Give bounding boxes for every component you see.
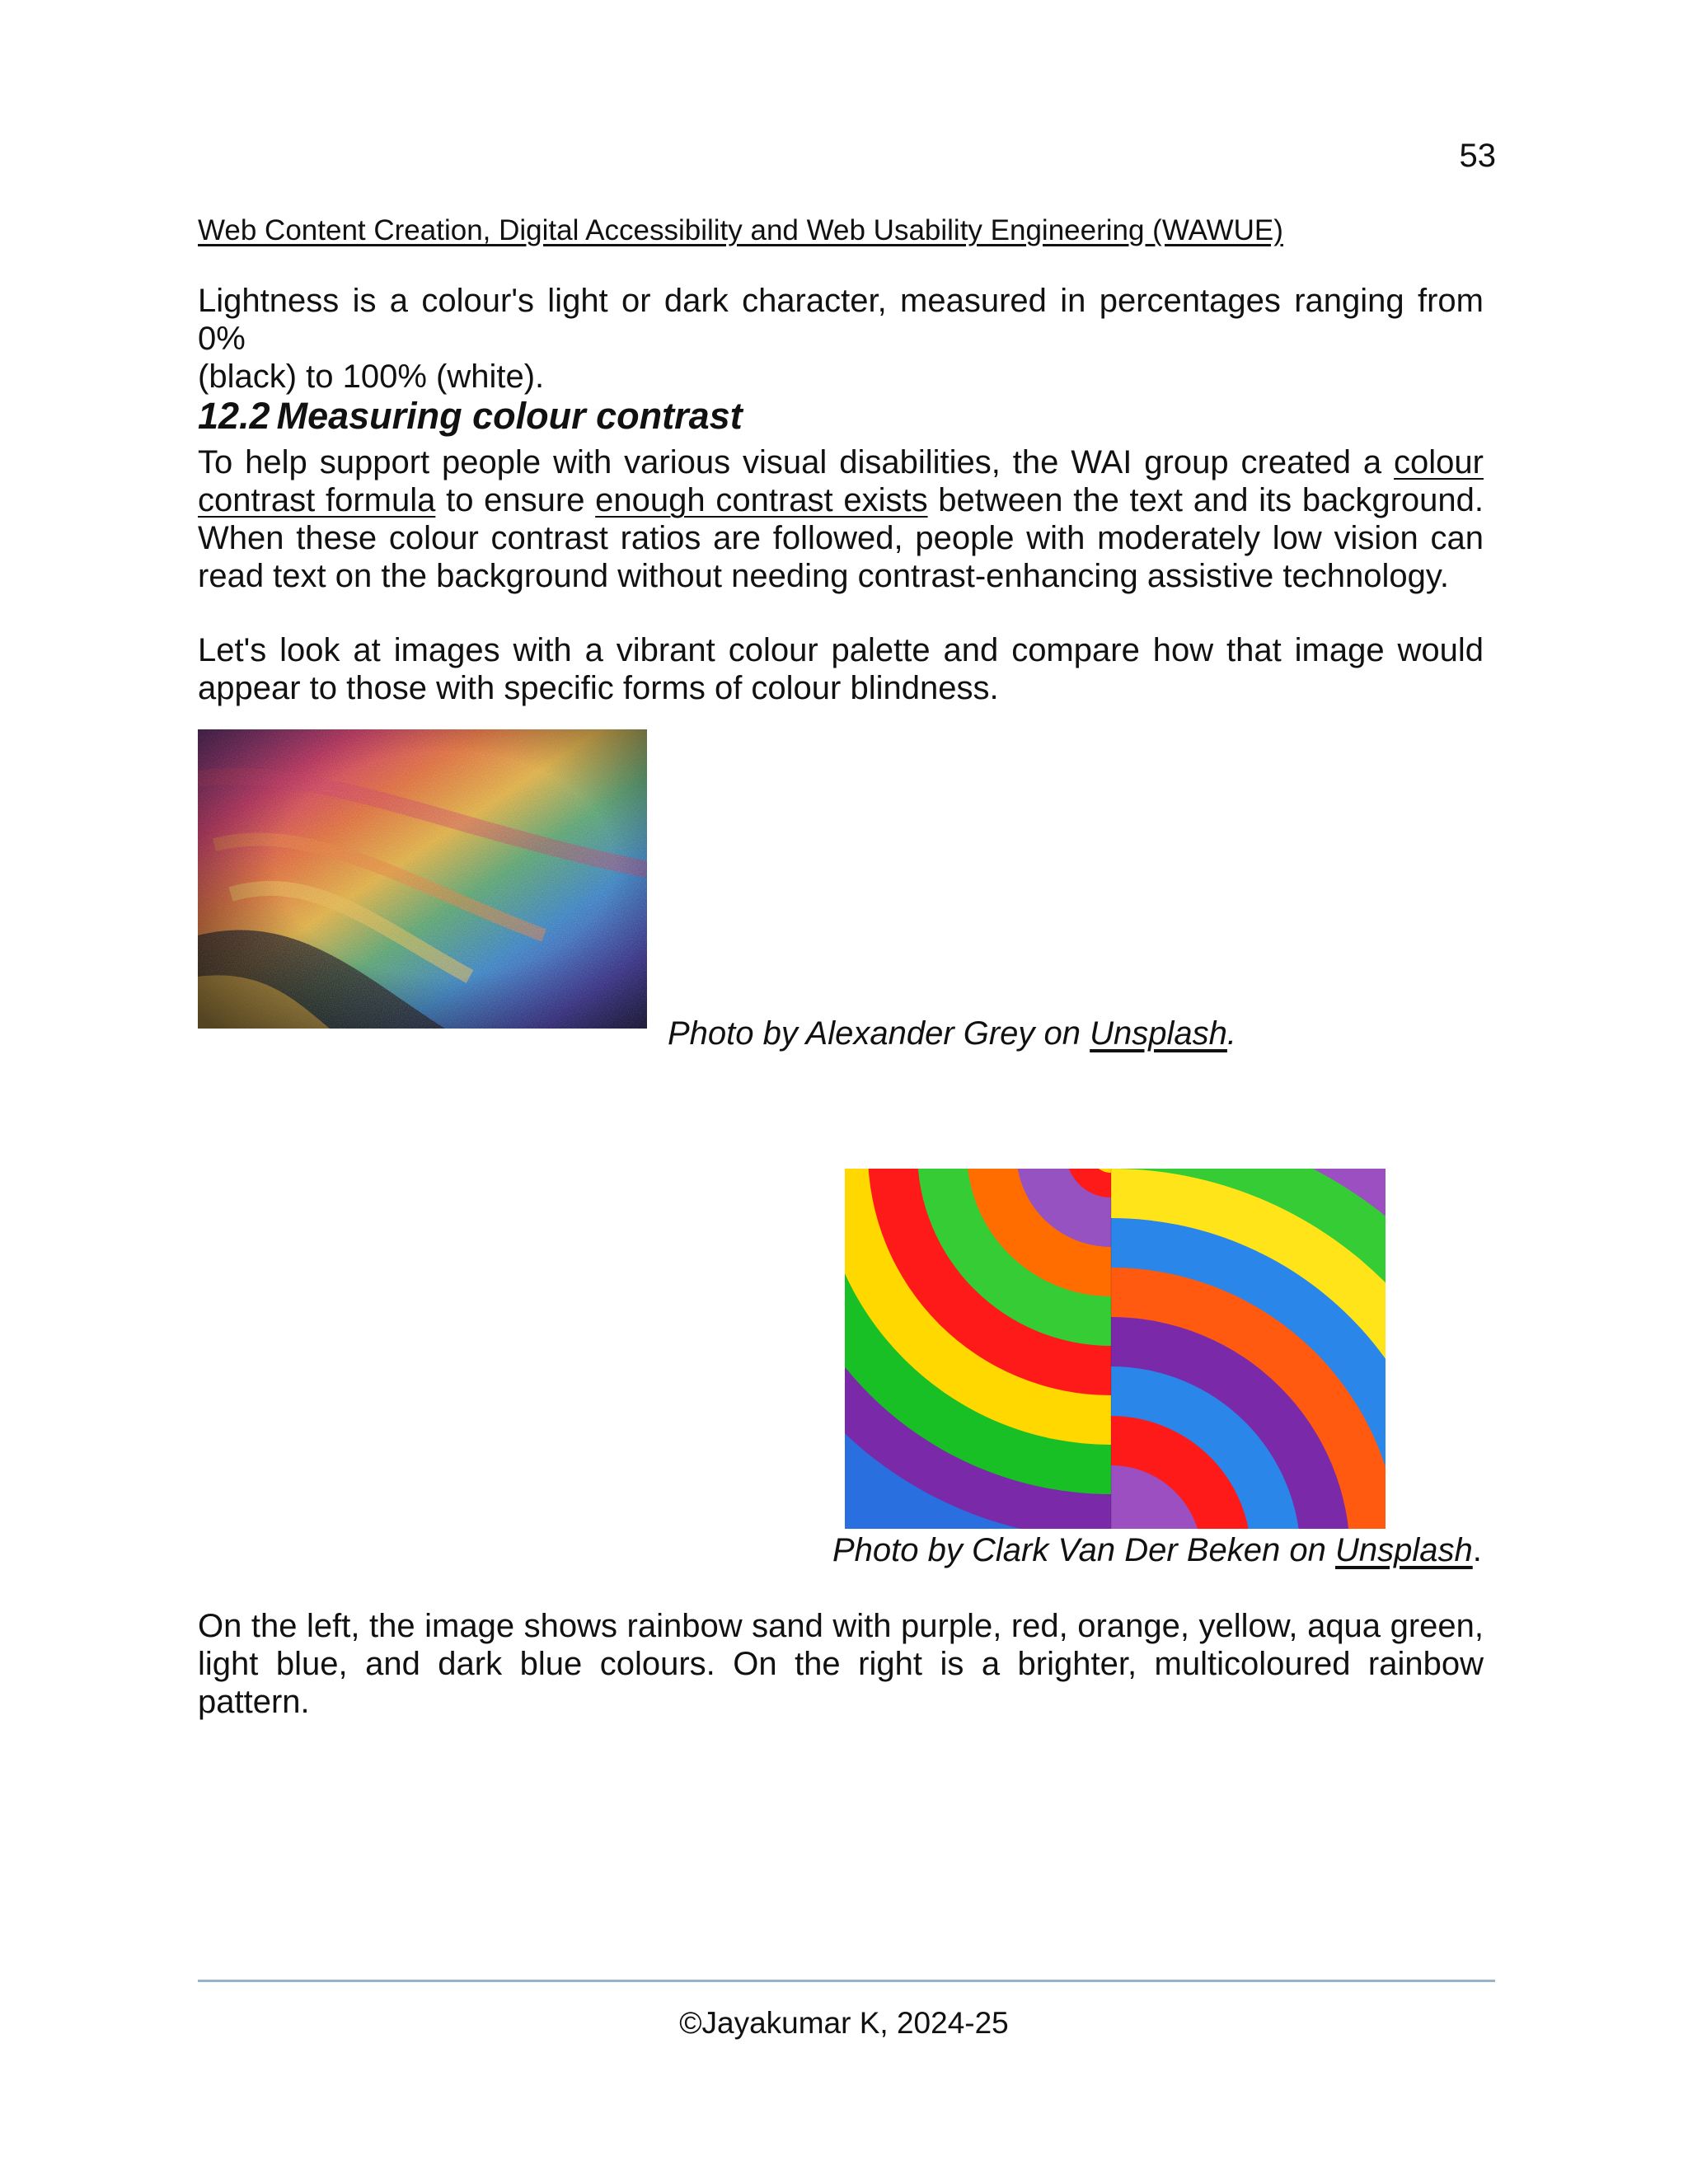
figure-2-caption-end: . [1472, 1532, 1482, 1568]
palette-line-1: Let's look at images with a vibrant colour palette and compare how that image would [198, 632, 1484, 668]
rainbow-sand-image [198, 729, 647, 1029]
figure-1-caption-end: . [1226, 1015, 1237, 1052]
contrast-line-1-text: To help support people with various visual disabilities, the WAI group created a [198, 444, 1395, 480]
intro-line-2: (black) to 100% (white). [198, 359, 545, 395]
contrast-line-2-text-b: between the text and its background. [927, 482, 1484, 518]
comparison-line-2: light blue, and dark blue colours. On the right is a brighter, multicoloured rainbow pattern. [198, 1646, 1484, 1720]
enough-contrast-exists-link[interactable]: enough contrast exists [595, 482, 928, 518]
figure-2-caption [832, 1530, 1482, 1570]
colour-contrast-formula-link[interactable]: colour [1394, 444, 1484, 480]
contrast-line-3: When these colour contrast ratios are followed, people with moderately low vision can [198, 520, 1484, 556]
footer-copyright: ©Jayakumar K, 2024-25 [679, 2006, 1009, 2040]
palette-line-2: appear to those with specific forms of colour blindness. [198, 670, 999, 706]
figure-2-caption-text: Photo by Clark Van Der Beken on [832, 1532, 1335, 1568]
contrast-line-1 [198, 443, 1484, 481]
contrast-line-2 [198, 481, 1484, 519]
section-title: Measuring colour contrast [276, 395, 743, 437]
figure-1-caption [668, 1014, 1236, 1053]
comparison-line-1: On the left, the image shows rainbow sand with purple, red, orange, yellow, aqua green, [198, 1608, 1484, 1644]
unsplash-link-1[interactable]: Unsplash [1090, 1015, 1227, 1052]
intro-line-1: Lightness is a colour's light or dark character, measured in percentages ranging from 0% [198, 283, 1484, 357]
contrast-paragraph [198, 443, 1484, 595]
figure-1-caption-text: Photo by Alexander Grey on [668, 1015, 1090, 1052]
section-heading [198, 394, 743, 438]
rainbow-sand-photo [198, 729, 647, 1029]
intro-paragraph [198, 282, 1484, 396]
rainbow-pattern-photo [845, 1169, 1386, 1529]
comparison-paragraph [198, 1607, 1484, 1721]
colour-contrast-formula-link-cont[interactable]: contrast formula [198, 482, 436, 518]
page-number: 53 [1459, 138, 1496, 174]
rainbow-pattern-image [845, 1169, 1386, 1529]
contrast-line-2-text-a: to ensure [435, 482, 596, 518]
footer-rule [198, 1980, 1495, 1982]
contrast-line-4: read text on the background without needing contrast-enhancing assistive technology. [198, 558, 1450, 594]
section-number: 12.2 [198, 395, 270, 437]
running-header: Web Content Creation, Digital Accessibility and Web Usability Engineering (WAWUE) [198, 214, 1283, 246]
palette-paragraph [198, 631, 1484, 707]
unsplash-link-2[interactable]: Unsplash [1334, 1532, 1473, 1568]
